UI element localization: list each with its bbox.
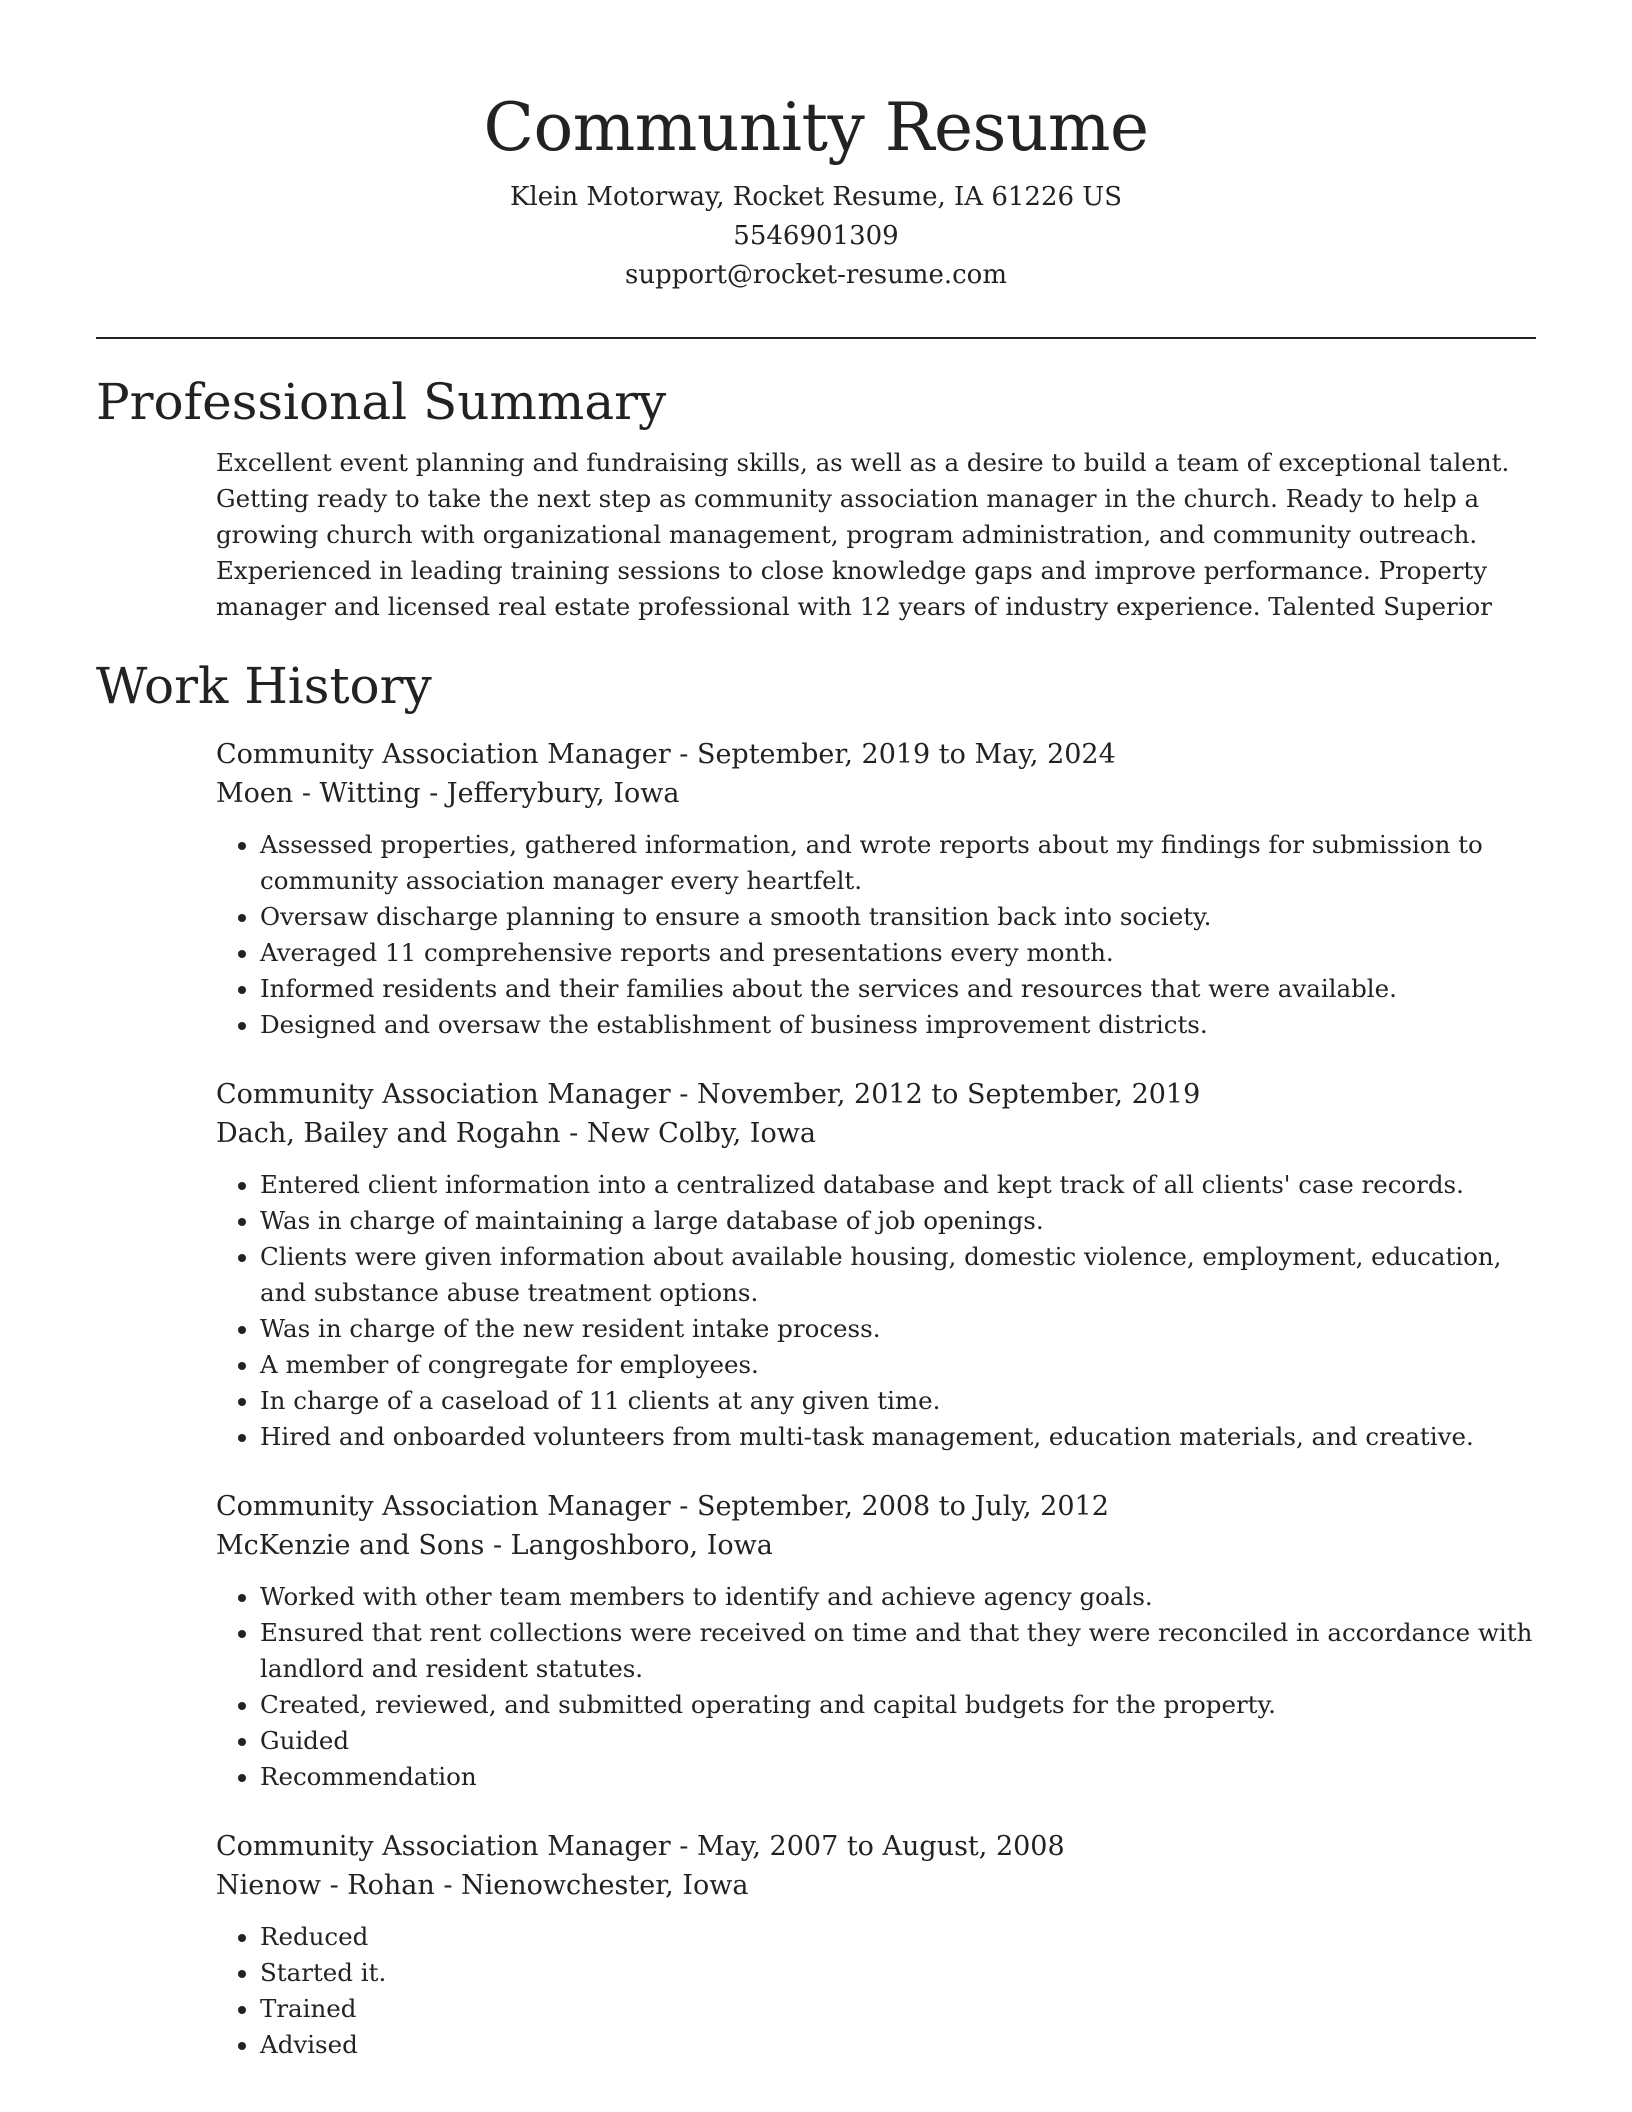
job-company-line <box>216 1114 1536 1153</box>
job-bullet: • Guided <box>260 1723 1536 1759</box>
work-history-list <box>96 735 1536 2063</box>
job-bullet: • A member of congregate for employees. <box>260 1347 1536 1383</box>
job-company: Nienow - Rohan <box>216 1870 435 1901</box>
job-company: McKenzie and Sons <box>216 1530 485 1561</box>
job-bullet: • Designed and oversaw the establishment of business improvement districts. <box>260 1007 1536 1043</box>
job-bullet: • Averaged 11 comprehensive reports and presentations every month. <box>260 935 1536 971</box>
job-dates: November, 2012 to September, 2019 <box>696 1079 1201 1110</box>
summary-heading: Professional Summary <box>96 373 667 431</box>
job-company-line <box>216 1866 1536 1905</box>
job-bullets <box>216 1167 1536 1455</box>
job-entry <box>216 1075 1536 1455</box>
job-bullet: • Created, reviewed, and submitted operating and capital budgets for the property. <box>260 1687 1536 1723</box>
job-title-line <box>216 1487 1536 1526</box>
job-bullet: • Started it. <box>260 1955 1536 1991</box>
contact-address: Klein Motorway, Rocket Resume, IA 61226 US <box>509 182 1123 212</box>
job-bullet: • Trained <box>260 1991 1536 2027</box>
job-bullets <box>216 1579 1536 1795</box>
resume-page <box>96 0 1536 2063</box>
job-bullet: • Was in charge of maintaining a large database of job openings. <box>260 1203 1536 1239</box>
job-bullet: • Recommendation <box>260 1759 1536 1795</box>
job-bullets <box>216 827 1536 1043</box>
job-bullet: • Ensured that rent collections were received on time and that they were reconciled in accordance with landlord and resident statutes. <box>260 1615 1536 1687</box>
contact-phone: 5546901309 <box>733 221 899 251</box>
job-bullet: • Advised <box>260 2027 1536 2063</box>
resume-name: Community Resume <box>483 89 1149 166</box>
resume-header <box>96 0 1536 295</box>
job-title: Community Association Manager <box>216 739 671 770</box>
job-bullet: • Hired and onboarded volunteers from multi-task management, education materials, and creative. <box>260 1419 1536 1455</box>
job-bullets <box>216 1919 1536 2063</box>
separator: - <box>420 778 447 809</box>
job-bullet: • Entered client information into a centralized database and kept track of all clients' case records. <box>260 1167 1536 1203</box>
job-entry <box>216 1487 1536 1795</box>
job-dates: September, 2019 to May, 2024 <box>696 739 1116 770</box>
work-history-heading: Work History <box>96 657 432 715</box>
job-bullet: • Worked with other team members to identify and achieve agency goals. <box>260 1579 1536 1615</box>
job-dates: May, 2007 to August, 2008 <box>696 1831 1065 1862</box>
separator: - <box>670 1491 697 1522</box>
job-company-line <box>216 774 1536 813</box>
job-title: Community Association Manager <box>216 1079 671 1110</box>
separator: - <box>434 1870 462 1901</box>
job-company: Moen - Witting <box>216 778 421 809</box>
job-entry <box>216 735 1536 1043</box>
contact-block <box>96 178 1536 295</box>
summary-text: Excellent event planning and fundraising skills, as well as a desire to build a team of exceptional talent. Getting ready to take the next step as community association manager in the church. Ready to help a growing church with organizational management, program administration, and community outreach. Experienced in leading training sessions to close knowledge gaps and improve performance. Property manager and licensed real estate professional with 12 years of industry experience. Talented Superior <box>216 448 1510 621</box>
job-bullet: • Assessed properties, gathered information, and wrote reports about my findings for submission to community association manager every heartfelt. <box>260 827 1536 899</box>
job-location: Nienowchester, Iowa <box>461 1870 749 1901</box>
separator: - <box>560 1118 587 1149</box>
job-location: New Colby, Iowa <box>586 1118 816 1149</box>
job-title: Community Association Manager <box>216 1491 671 1522</box>
separator: - <box>484 1530 511 1561</box>
job-bullet: • Was in charge of the new resident intake process. <box>260 1311 1536 1347</box>
job-bullet: • Reduced <box>260 1919 1536 1955</box>
job-dates: September, 2008 to July, 2012 <box>696 1491 1109 1522</box>
separator: - <box>670 1831 697 1862</box>
job-title-line <box>216 1827 1536 1866</box>
job-bullet: • In charge of a caseload of 11 clients at any given time. <box>260 1383 1536 1419</box>
job-company-line <box>216 1526 1536 1565</box>
header-divider <box>96 337 1536 339</box>
job-title: Community Association Manager <box>216 1831 671 1862</box>
job-entry <box>216 1827 1536 2063</box>
separator: - <box>670 739 697 770</box>
job-bullet: • Clients were given information about available housing, domestic violence, employment, education, and substance abuse treatment options. <box>260 1239 1536 1311</box>
job-bullet: • Oversaw discharge planning to ensure a smooth transition back into society. <box>260 899 1536 935</box>
job-bullet: • Informed residents and their families about the services and resources that were available. <box>260 971 1536 1007</box>
separator: - <box>670 1079 697 1110</box>
job-location: Langoshboro, Iowa <box>510 1530 773 1561</box>
job-title-line <box>216 1075 1536 1114</box>
job-title-line <box>216 735 1536 774</box>
job-company: Dach, Bailey and Rogahn <box>216 1118 561 1149</box>
job-location: Jefferybury, Iowa <box>446 778 680 809</box>
contact-email: support@rocket-resume.com <box>624 260 1007 290</box>
